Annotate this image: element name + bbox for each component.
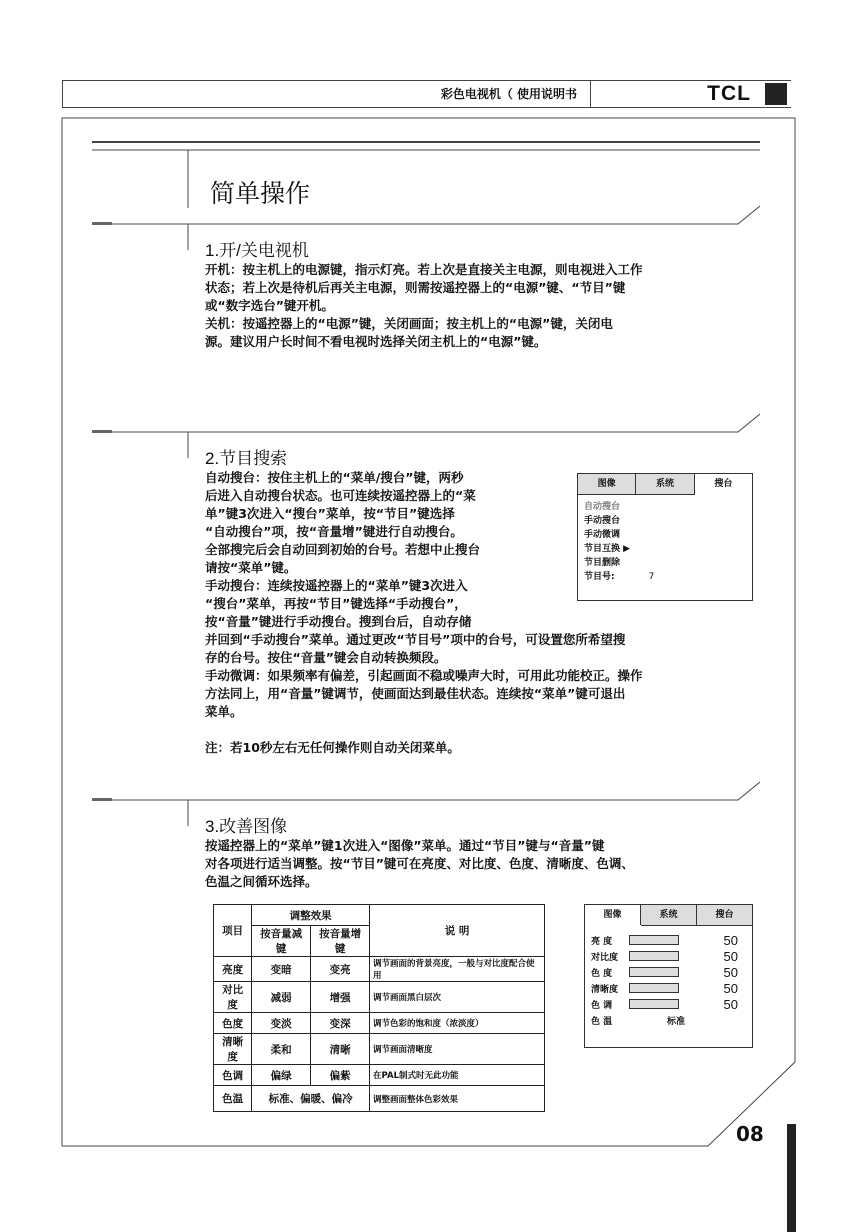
- table-row: [214, 1086, 545, 1112]
- menu-item: 自动搜台: [584, 502, 621, 512]
- row-label: 色 度: [591, 968, 613, 979]
- cell: 在PAL制式时无此功能: [370, 1065, 545, 1086]
- text-line: 开机：按主机上的电源键，指示灯亮。若上次是直接关主电源，则电视进入工作: [205, 262, 643, 277]
- menu-row-sharpness: [585, 980, 752, 996]
- cell: 变深: [311, 1013, 370, 1034]
- cell: 调节色彩的饱和度（浓淡度）: [370, 1013, 545, 1034]
- picture-menu-illustration: [584, 904, 753, 1048]
- section-picture: [205, 812, 750, 891]
- cell: 清晰度: [214, 1034, 252, 1065]
- th-inc: 按音量增键: [311, 926, 370, 957]
- text-line: 单”键3次进入“搜台”菜单，按“节目”键选择: [205, 506, 455, 521]
- text-line: 状态；若上次是待机后再关主电源，则需按遥控器上的“电源”键、“节目”键: [205, 280, 626, 295]
- menu-tab-system: 系统: [636, 474, 694, 495]
- th-desc: 说 明: [370, 905, 545, 957]
- table-row: [214, 1013, 545, 1034]
- cell: 偏紫: [311, 1065, 370, 1086]
- section-heading: 3.改善图像: [205, 817, 288, 836]
- section-heading: 1.开/关电视机: [205, 241, 309, 260]
- cell: 变亮: [311, 957, 370, 982]
- tcl-logo: TCL: [707, 82, 751, 105]
- cell: 调整画面整体色彩效果: [370, 1086, 545, 1112]
- cell: 增强: [311, 982, 370, 1013]
- menu-tab-system: 系统: [641, 905, 697, 926]
- text-line: 请按“菜单”键。: [205, 560, 297, 575]
- arrow-right-icon: ▶: [623, 544, 631, 554]
- menu-tab-picture: 图像: [578, 474, 636, 495]
- text-line: 手动搜台：连续按遥控器上的“菜单”键3次进入: [205, 578, 468, 593]
- text-line: 全部搜完后会自动回到初始的台号。若想中止搜台: [205, 542, 481, 557]
- th-item: 项目: [214, 905, 252, 957]
- level-bar: [629, 999, 679, 1009]
- text-line: 手动微调：如果频率有偏差，引起画面不稳或噪声大时，可用此功能校正。操作: [205, 668, 643, 683]
- note-text: 注：若10秒左右无任何操作则自动关闭菜单。: [205, 740, 460, 755]
- section-power: [205, 236, 750, 351]
- page-title: 简单操作: [210, 180, 311, 208]
- menu-tab-picture: 图像: [585, 905, 641, 925]
- menu-item: 节目删除: [584, 558, 621, 568]
- row-value: 50: [723, 948, 738, 964]
- text-line: 或“数字选台”键开机。: [205, 298, 334, 313]
- search-menu-illustration: [577, 473, 753, 601]
- row-label: 色 调: [591, 1000, 613, 1011]
- text-line: 后进入自动搜台状态。也可连续按遥控器上的“菜: [205, 488, 476, 503]
- row-value: 50: [723, 996, 738, 1012]
- table-row: [214, 982, 545, 1013]
- level-bar: [629, 935, 679, 945]
- channel-number: 7: [648, 572, 655, 582]
- menu-row-brightness: [585, 932, 752, 948]
- text-line: 关机：按遥控器上的“电源”键，关闭画面；按主机上的“电源”键，关闭电: [205, 316, 613, 331]
- cell: 调节画面黑白层次: [370, 982, 545, 1013]
- cell: 色调: [214, 1065, 252, 1086]
- table-row: [214, 957, 545, 982]
- row-label: 色 温: [591, 1016, 613, 1027]
- level-bar: [629, 951, 679, 961]
- cell: 变淡: [252, 1013, 311, 1034]
- th-dec: 按音量减键: [252, 926, 311, 957]
- text-line: 源。建议用户长时间不看电视时选择关闭主机上的“电源”键。: [205, 334, 547, 349]
- section-heading: 2.节目搜索: [205, 449, 288, 468]
- text-line: 按遥控器上的“菜单”键1次进入“图像”菜单。通过“节目”键与“音量”键: [205, 838, 605, 853]
- menu-row-color: [585, 964, 752, 980]
- menu-row-tint: [585, 996, 752, 1012]
- row-value: 标准: [667, 1016, 686, 1027]
- table-row: [214, 1034, 545, 1065]
- row-value: 50: [723, 932, 738, 948]
- cell: 柔和: [252, 1034, 311, 1065]
- cell: 色温: [214, 1086, 252, 1112]
- menu-tab-search: 搜台: [697, 905, 752, 926]
- table-row: [214, 1065, 545, 1086]
- row-value: 50: [723, 964, 738, 980]
- menu-tab-search: 搜台: [695, 474, 752, 494]
- menu-item: 节目互换: [584, 544, 621, 554]
- cell: 亮度: [214, 957, 252, 982]
- page-number: 08: [736, 1122, 764, 1146]
- text-line: 并回到“手动搜台”菜单。通过更改“节目号”项中的台号，可设置您所希望搜: [205, 632, 626, 647]
- row-value: 50: [723, 980, 738, 996]
- text-line: “自动搜台”项，按“音量增”键进行自动搜台。: [205, 524, 463, 539]
- text-line: 对各项进行适当调整。按“节目”键可在亮度、对比度、色度、清晰度、色调、: [205, 856, 634, 871]
- text-line: “搜台”菜单，再按“节目”键选择“手动搜台”，: [205, 596, 467, 611]
- cell: 偏绿: [252, 1065, 311, 1086]
- level-bar: [629, 983, 679, 993]
- text-line: 存的台号。按住“音量”键会自动转换频段。: [205, 650, 447, 665]
- text-line: 自动搜台：按住主机上的“菜单/搜台”键，两秒: [205, 470, 464, 485]
- menu-item: 手动搜台: [584, 516, 621, 526]
- cell: 调节画面清晰度: [370, 1034, 545, 1065]
- row-label: 清晰度: [591, 984, 619, 995]
- cell: 减弱: [252, 982, 311, 1013]
- row-label: 亮 度: [591, 936, 613, 947]
- header-title: 彩色电视机（ 使用说明书: [440, 87, 577, 101]
- menu-item: 手动微调: [584, 530, 621, 540]
- level-bar: [629, 967, 679, 977]
- cell: 清晰: [311, 1034, 370, 1065]
- menu-item: 节目号:: [584, 572, 615, 582]
- menu-row-contrast: [585, 948, 752, 964]
- menu-row-color-temp: [585, 1012, 752, 1028]
- cell: 标准、偏暖、偏冷: [252, 1086, 370, 1112]
- cell: 变暗: [252, 957, 311, 982]
- cell: 对比度: [214, 982, 252, 1013]
- row-label: 对比度: [591, 952, 619, 963]
- text-line: 菜单。: [205, 704, 243, 719]
- cell: 色度: [214, 1013, 252, 1034]
- picture-adjust-table: [213, 904, 545, 1112]
- text-line: 按“音量”键进行手动搜台。搜到台后，自动存储: [205, 614, 472, 629]
- th-effect: 调整效果: [252, 905, 370, 926]
- text-line: 方法同上，用“音量”键调节，使画面达到最佳状态。连续按“菜单”键可退出: [205, 686, 626, 701]
- text-line: 色温之间循环选择。: [205, 874, 318, 889]
- cell: 调节画面的背景亮度，一般与对比度配合使用: [370, 957, 545, 982]
